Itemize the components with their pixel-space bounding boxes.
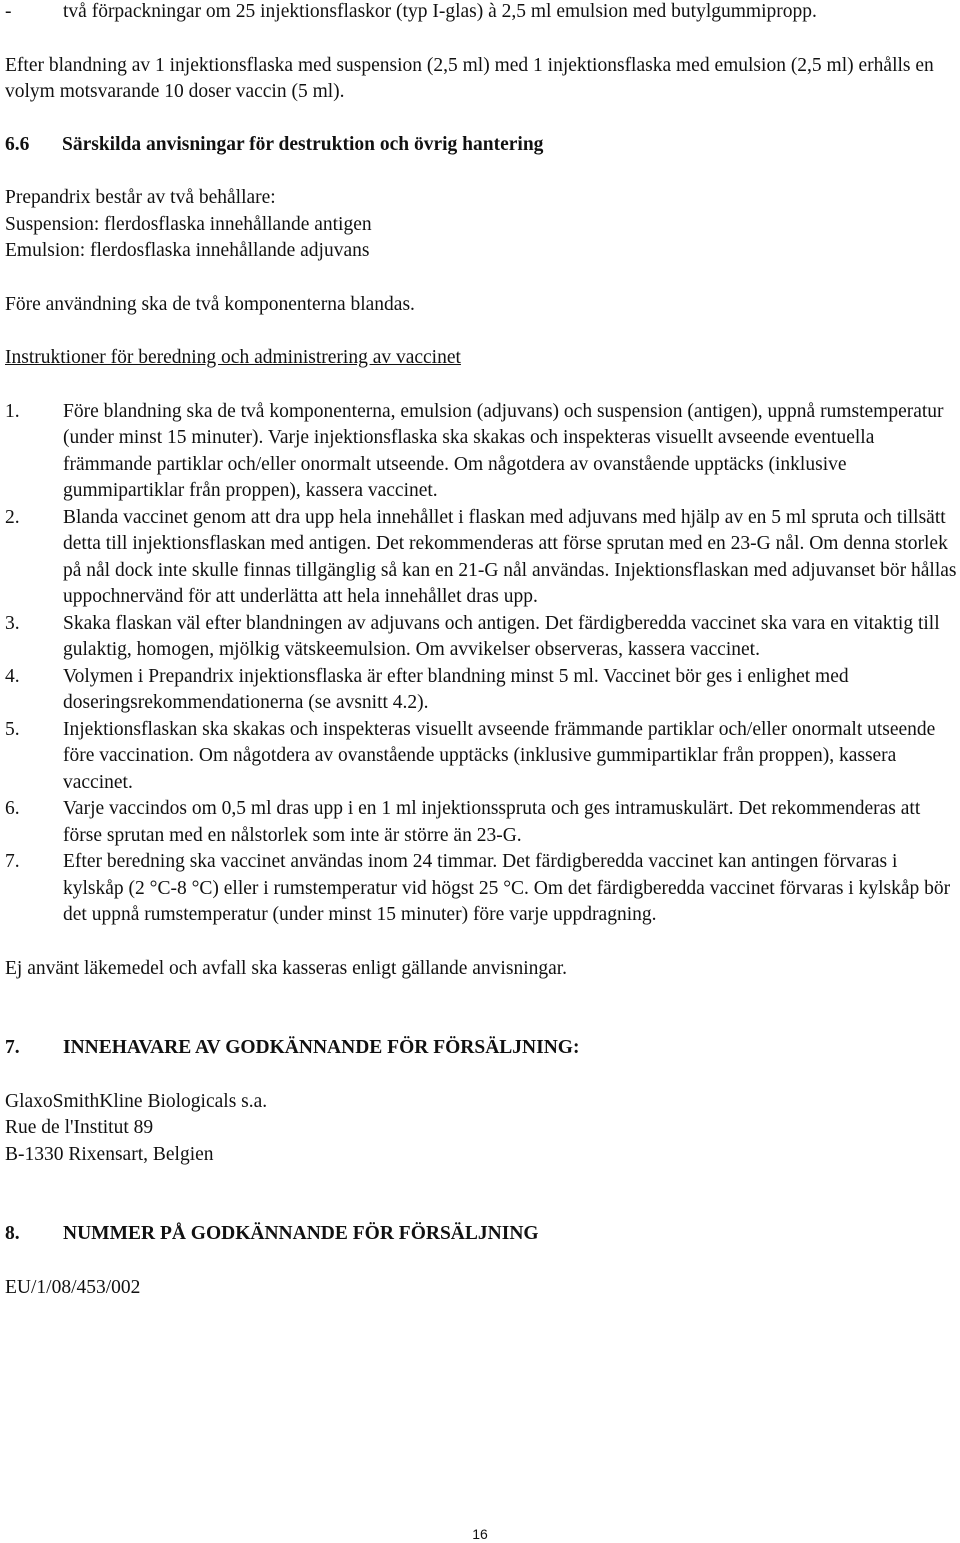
- section-6-6-number: 6.6: [5, 133, 30, 155]
- step-text: Efter beredning ska vaccinet användas inom 24 timmar. Det färdigberedda vaccinet kan antingen förvaras i kylskåp (2 °C-8 °C) eller i rumstemperatur vid högst 25 °C. Om det färdigberedda vaccinet förvaras i kylskåp bör det uppnå rumstemperatur (under minst 15 minuter) före varje uppdragning.: [63, 851, 951, 925]
- before-use-note: Före användning ska de två komponenterna blandas.: [5, 293, 415, 315]
- section-8-title: NUMMER PÅ GODKÄNNANDE FÖR FÖRSÄLJNING: [63, 1223, 539, 1244]
- step-text: Blanda vaccinet genom att dra upp hela innehållet i flaskan med adjuvans med hjälp av en 5 ml spruta och tillsätt detta till injektionsflaskan med antigen. Det rekommenderas att förse sprutan med en 23-G nål. Om denna storlek på nål dock inte skulle finnas tillgänglig så kan en 21-G nål användas. Injektionsflaskan med adjuvanset bör hållas uppochnervänd för att underlätta att hela innehållet dras upp.: [63, 506, 957, 607]
- instructions-heading: Instruktioner för beredning och administrering av vaccinet: [5, 347, 461, 368]
- step-number: 6.: [5, 798, 20, 819]
- section-7-number: 7.: [5, 1037, 20, 1058]
- step-item: [5, 664, 957, 717]
- mixing-note: Efter blandning av 1 injektionsflaska med suspension (2,5 ml) med 1 injektionsflaska med emulsion (2,5 ml) erhålls en volym motsvarande 10 doser vaccin (5 ml).: [5, 54, 934, 102]
- step-item: [5, 505, 957, 611]
- bullet-marker: -: [5, 1, 12, 22]
- containers-line: Prepandrix består av två behållare:: [5, 187, 276, 208]
- step-number: 1.: [5, 400, 20, 422]
- step-item: [5, 849, 957, 929]
- section-6-6-heading: [5, 132, 957, 159]
- step-text: Varje vaccindos om 0,5 ml dras upp i en 1 ml injektionsspruta och ges intramuskulärt. Det rekommenderas att förse sprutan med en nålstorlek som inte är större än 23-G.: [63, 798, 921, 846]
- section-6-6-title: Särskilda anvisningar för destruktion och övrig hantering: [62, 133, 544, 155]
- step-item: [5, 796, 957, 849]
- section-8-heading: [5, 1221, 957, 1248]
- step-item: [5, 399, 957, 505]
- section-7-title: INNEHAVARE AV GODKÄNNANDE FÖR FÖRSÄLJNING:: [63, 1037, 580, 1058]
- pack-bullet: [5, 0, 957, 26]
- instruction-steps: [5, 399, 957, 929]
- holder-city: B-1330 Rixensart, Belgien: [5, 1143, 214, 1165]
- step-number: 5.: [5, 718, 20, 740]
- step-text: Före blandning ska de två komponenterna, emulsion (adjuvans) och suspension (antigen), uppnå rumstemperatur (under minst 15 minuter). Varje injektionsflaska ska skakas och inspekteras visuellt avseende eventuella främmande partiklar och/eller onormalt utseende. Om någotdera av ovanstående upptäcks (inklusive gummipartiklar från proppen), kassera vaccinet.: [63, 400, 944, 501]
- containers-description: [5, 185, 957, 265]
- waste-note: Ej använt läkemedel och avfall ska kasseras enligt gällande anvisningar.: [5, 957, 568, 979]
- authorisation-number: EU/1/08/453/002: [5, 1276, 141, 1298]
- holder-name: GlaxoSmithKline Biologicals s.a.: [5, 1090, 268, 1112]
- step-number: 3.: [5, 612, 20, 634]
- section-7-heading: [5, 1035, 957, 1062]
- step-text: Skaka flaskan väl efter blandningen av adjuvans och antigen. Det färdigberedda vaccinet ska vara en vitaktig till gulaktig, homogen, mjölkig vätskeemulsion. Om avvikelser observeras, kassera vaccinet.: [63, 612, 940, 660]
- holder-street: Rue de l'Institut 89: [5, 1117, 154, 1138]
- section-8-number: 8.: [5, 1223, 20, 1244]
- step-number: 4.: [5, 665, 20, 687]
- containers-line: Suspension: flerdosflaska innehållande antigen: [5, 213, 372, 235]
- holder-address: [5, 1089, 957, 1169]
- containers-line: Emulsion: flerdosflaska innehållande adjuvans: [5, 240, 370, 261]
- step-item: [5, 611, 957, 664]
- page-number: 16: [472, 1526, 488, 1542]
- step-number: 7.: [5, 851, 20, 872]
- document-page: [5, 0, 957, 1301]
- step-item: [5, 717, 957, 797]
- pack-bullet-text: två förpackningar om 25 injektionsflaskor (typ I-glas) à 2,5 ml emulsion med butylgummipropp.: [63, 1, 817, 22]
- step-number: 2.: [5, 506, 20, 528]
- step-text: Volymen i Prepandrix injektionsflaska är efter blandning minst 5 ml. Vaccinet bör ges i enlighet med doseringsrekommendationerna (se avsnitt 4.2).: [63, 665, 849, 713]
- step-text: Injektionsflaskan ska skakas och inspekteras visuellt avseende främmande partiklar och/eller onormalt utseende före vaccination. Om någotdera av ovanstående upptäcks (inklusive gummipartiklar från proppen), kassera vaccinet.: [63, 718, 936, 793]
